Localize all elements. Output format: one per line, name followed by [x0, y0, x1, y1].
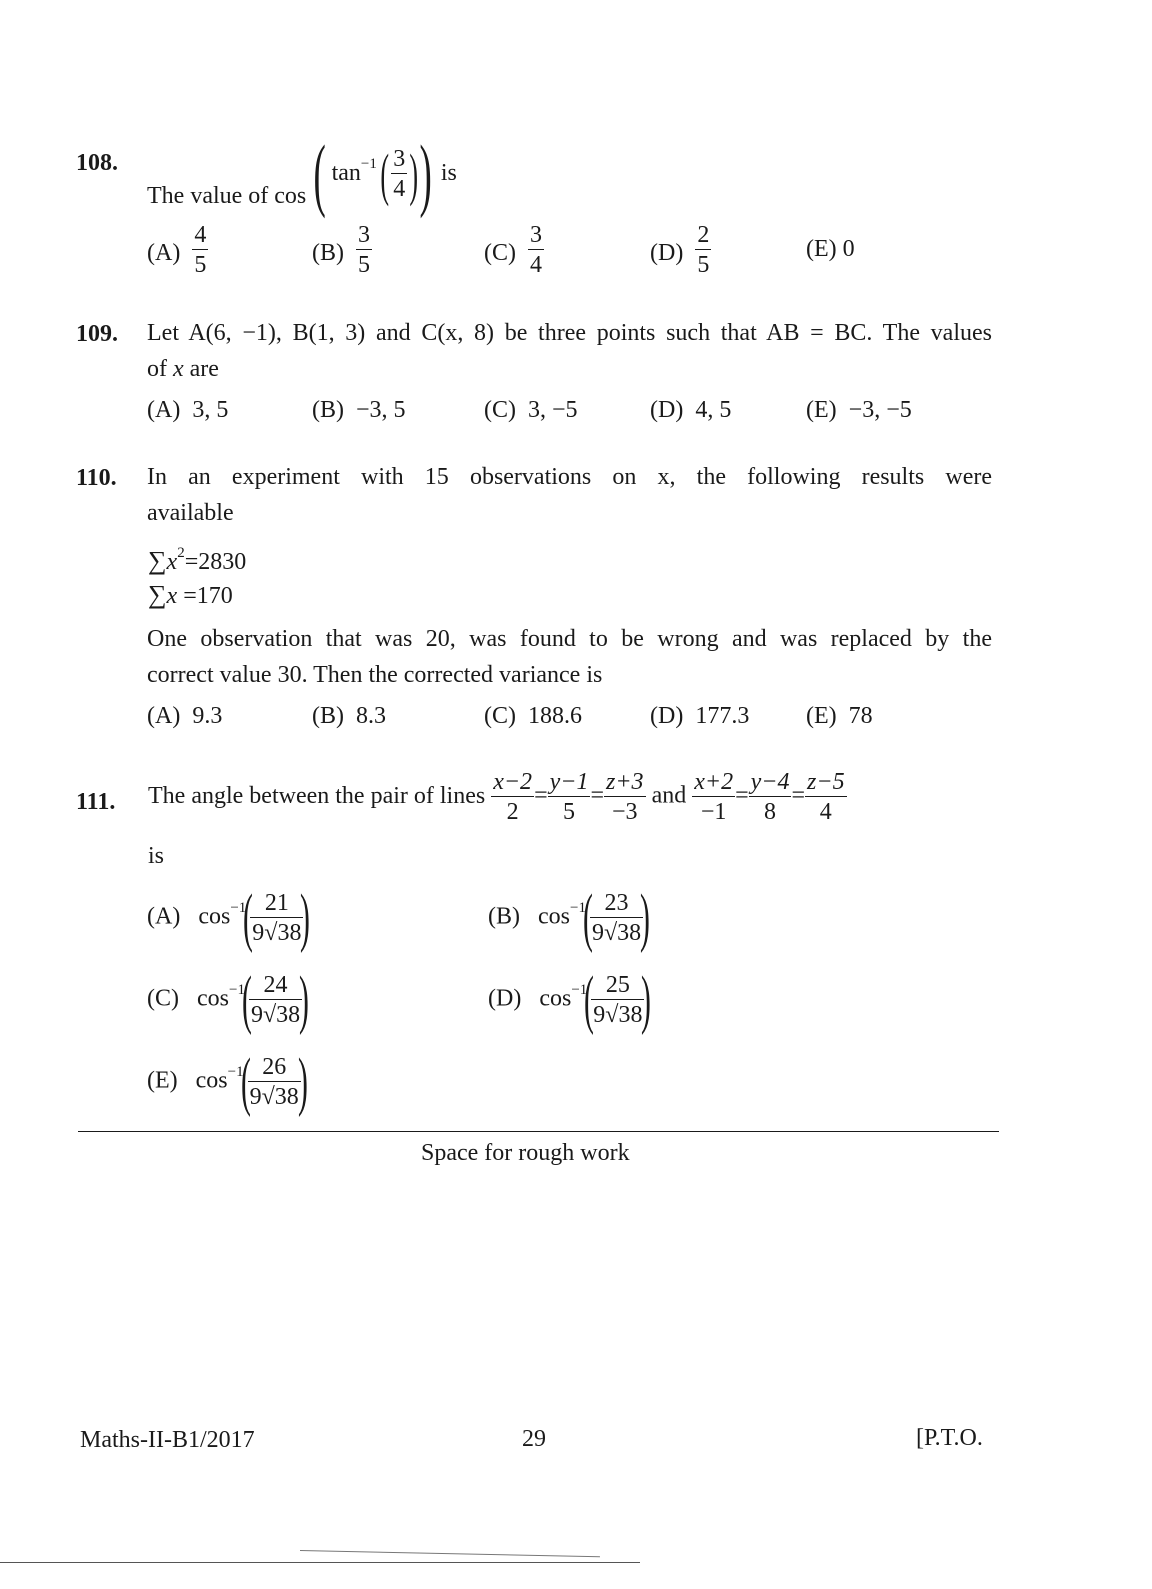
footer-pto: [P.T.O. [916, 1425, 983, 1451]
q110-option-b[interactable]: (B) 8.3 [312, 703, 386, 729]
q110-number: 110. [76, 465, 117, 491]
q108-stem [147, 127, 457, 219]
paren-close: ) [419, 128, 432, 219]
q110-sum-x-squared: $\sum x^2=2830$ [148, 545, 247, 575]
q111-stem: The angle between the pair of lines $\frac{x-2}{2}$ = $\frac{y-1}{5}$ = $\frac{z+3}{-3}$ and $\frac{x+2}{-1}$ = $\frac{y-4}{8}$ = $\frac{z-5}{4}$ [148, 769, 845, 825]
q110-option-c[interactable]: (C) 188.6 [484, 703, 582, 729]
q111-option-c[interactable]: (C) $\cos^{-1}$( $\frac{24}{9√38}$ ) [147, 963, 310, 1036]
q111-stem-prefix: The angle between the pair of lines [148, 782, 486, 809]
q110-sum-x: ∑x =170 [148, 580, 233, 609]
q111-line1-x: $\frac{x-2}{2}$ [493, 769, 533, 825]
q109-option-b[interactable]: (B) −3, 5 [312, 397, 406, 423]
q109-option-a[interactable]: (A) 3, 5 [147, 397, 229, 423]
q108-option-e[interactable]: (E) 0 [806, 236, 855, 262]
q108-option-d[interactable]: (D) $\frac{2}{5}$ [650, 222, 710, 278]
q111-line1-z: $\frac{z+3}{-3}$ [606, 769, 644, 825]
q110-option-a[interactable]: (A) 9.3 [147, 703, 223, 729]
q110-option-e[interactable]: (E) 78 [806, 703, 873, 729]
q111-line2-x: $\frac{x+2}{-1}$ [694, 769, 734, 825]
paren-open: ( [313, 128, 327, 219]
paren-open-inner: ( [380, 141, 389, 207]
rough-work-divider [78, 1131, 999, 1132]
q110-stem-line2: available [147, 500, 234, 526]
q109-number: 109. [76, 321, 118, 347]
q109-option-e[interactable]: (E) −3, −5 [806, 397, 912, 423]
q110-stem-line4: correct value 30. Then the corrected variance is [147, 662, 603, 688]
q111-number: 111. [76, 789, 116, 815]
q108-option-c[interactable]: (C) $\frac{3}{4}$ [484, 222, 542, 278]
q111-line2-z: $\frac{z-5}{4}$ [807, 769, 845, 825]
q108-option-b[interactable]: (B) $\frac{3}{5}$ [312, 222, 370, 278]
q109-stem-line1: Let A(6, −1), B(1, 3) and C(x, 8) be three points such that AB = BC. The values [147, 320, 992, 346]
rough-work-label: Space for rough work [421, 1140, 630, 1166]
q111-stem-suffix: is [148, 843, 165, 869]
q108-stem-prefix: The value of cos [147, 182, 307, 209]
q108-stem-fraction: $\frac{3}{4}$ [393, 146, 406, 202]
q111-line1-y: $\frac{y-1}{5}$ [549, 769, 589, 825]
footer-paper-code: Maths-II-B1/2017 [80, 1427, 255, 1453]
q111-option-d[interactable]: (D) $\cos^{-1}$( $\frac{25}{9√38}$ ) [488, 963, 652, 1036]
q111-and: and [651, 782, 687, 809]
q109-option-d[interactable]: (D) 4, 5 [650, 397, 732, 423]
q108-option-a[interactable]: (A) $\frac{4}{5}$ [147, 222, 207, 278]
q109-stem-line2: of x are [147, 356, 219, 382]
paren-close-inner: ) [409, 141, 419, 207]
scan-edge-line-2 [300, 1550, 600, 1557]
q110-stem-line3: One observation that was 20, was found to be wrong and was replaced by the [147, 626, 992, 652]
footer-page-number: 29 [522, 1426, 546, 1452]
q111-option-e[interactable]: (E) $\cos^{-1}$( $\frac{26}{9√38}$ ) [147, 1045, 308, 1118]
q108-number: 108. [76, 150, 118, 176]
q111-line2-y: $\frac{y-4}{8}$ [750, 769, 790, 825]
q108-stem-suffix: is [440, 159, 457, 186]
q110-option-d[interactable]: (D) 177.3 [650, 703, 750, 729]
q111-option-b[interactable]: (B) $\cos^{-1}$( $\frac{23}{9√38}$ ) [488, 881, 651, 954]
q109-option-c[interactable]: (C) 3, −5 [484, 397, 578, 423]
q110-stem-line1: In an experiment with 15 observations on x, the following results were [147, 464, 992, 490]
q111-option-a[interactable]: (A) $\cos^{-1}$( $\frac{21}{9√38}$ ) [147, 881, 311, 954]
q108-tan: $\tan^{-1}$ [331, 155, 377, 186]
scan-edge-line [0, 1562, 640, 1563]
